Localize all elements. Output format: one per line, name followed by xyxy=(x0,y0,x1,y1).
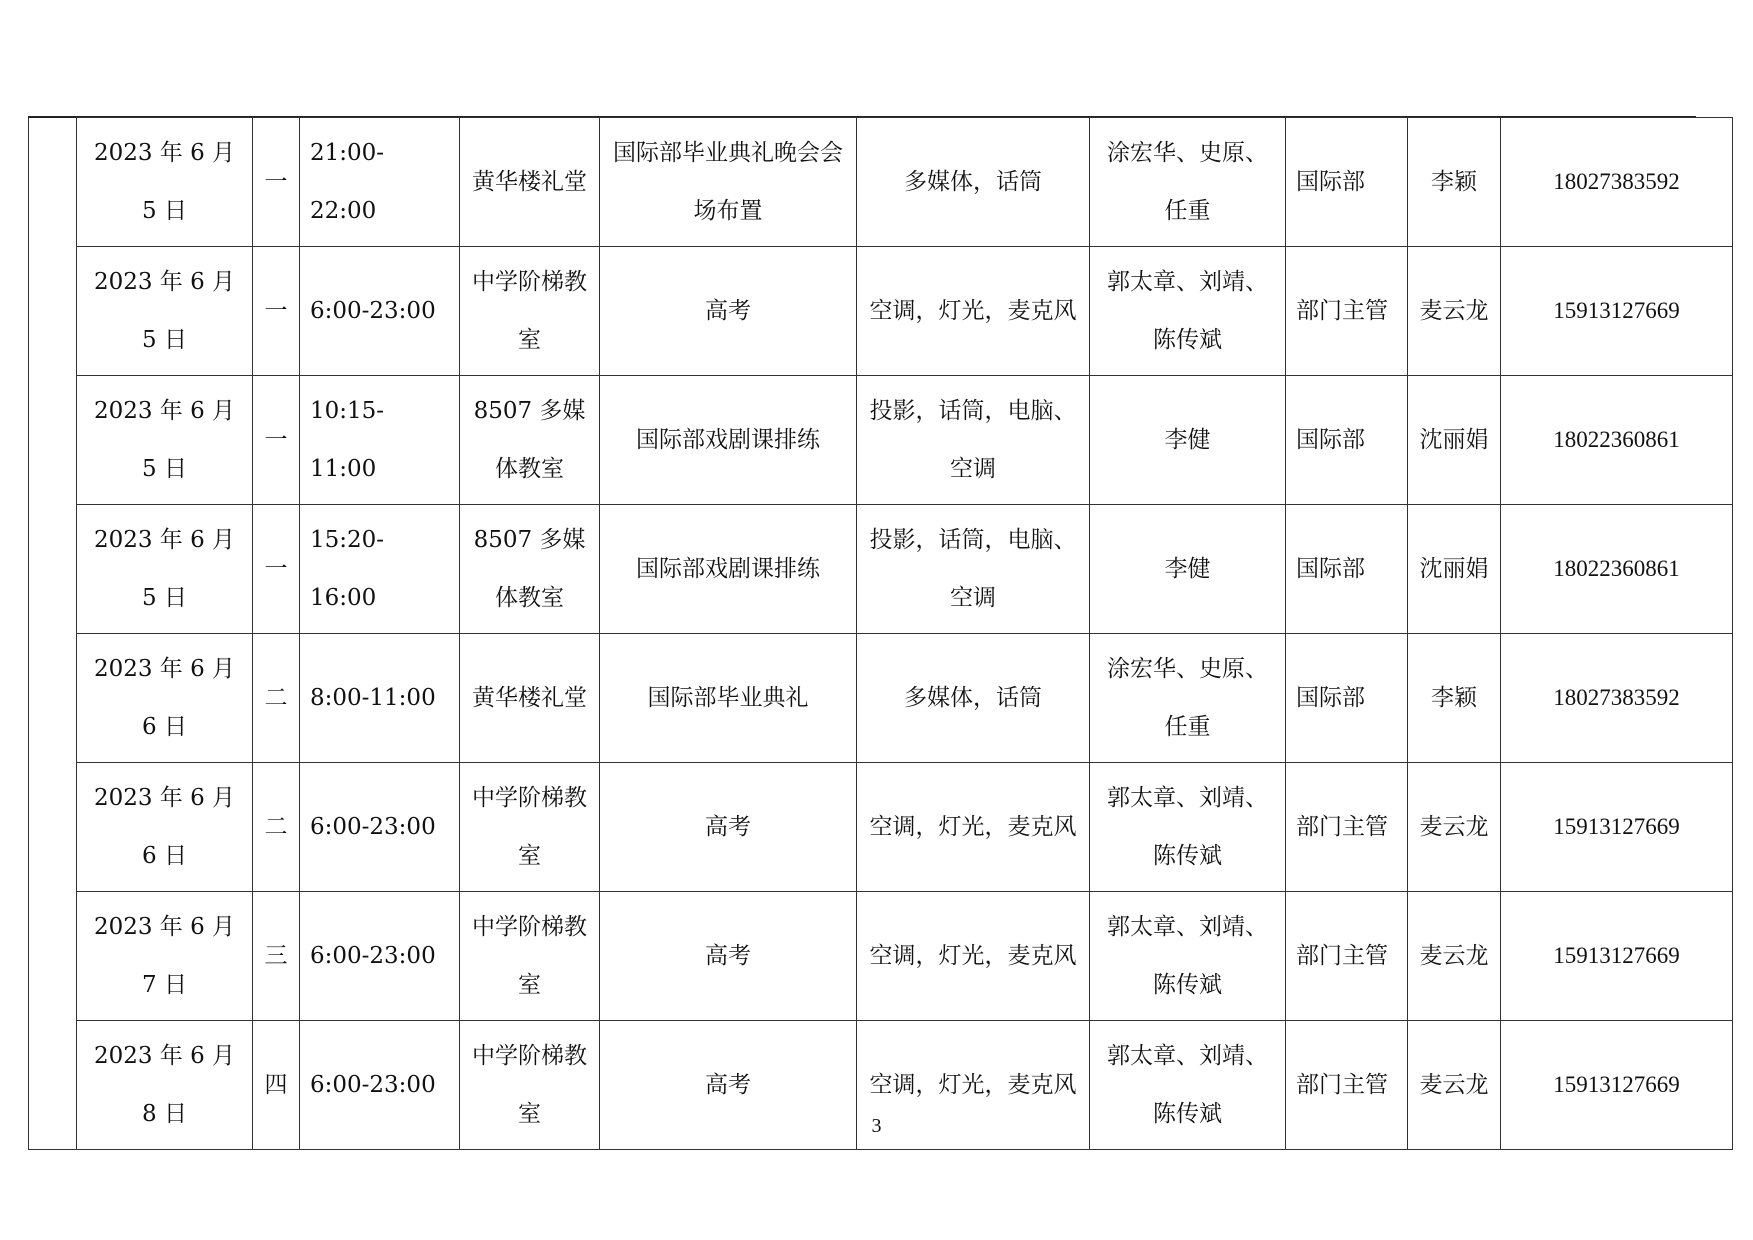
venue-cell: 中学阶梯教室 xyxy=(460,763,600,892)
equipment-cell: 多媒体，话筒 xyxy=(857,118,1090,247)
weekday-cell: 一 xyxy=(253,376,300,505)
venue-cell: 中学阶梯教室 xyxy=(460,247,600,376)
table-row xyxy=(29,634,1733,763)
date-cell: 2023 年 6 月 6 日 xyxy=(77,763,253,892)
table-row xyxy=(29,376,1733,505)
date-cell: 2023 年 6 月 5 日 xyxy=(77,247,253,376)
schedule-body xyxy=(29,118,1733,1150)
phone-cell: 18022360861 xyxy=(1501,376,1733,505)
venue-cell: 中学阶梯教室 xyxy=(460,1021,600,1150)
date-cell: 2023 年 6 月 8 日 xyxy=(77,1021,253,1150)
phone-cell: 18027383592 xyxy=(1501,118,1733,247)
event-cell: 国际部戏剧课排练 xyxy=(600,376,857,505)
staff-cell: 郭太章、刘靖、陈传斌 xyxy=(1090,247,1286,376)
time-cell: 15:20-16:00 xyxy=(300,505,460,634)
table-row xyxy=(29,892,1733,1021)
equipment-cell: 多媒体，话筒 xyxy=(857,634,1090,763)
contact-cell: 麦云龙 xyxy=(1408,763,1501,892)
date-cell: 2023 年 6 月 5 日 xyxy=(77,376,253,505)
event-cell: 国际部戏剧课排练 xyxy=(600,505,857,634)
time-cell: 10:15-11:00 xyxy=(300,376,460,505)
department-cell: 部门主管 xyxy=(1286,892,1408,1021)
event-cell: 高考 xyxy=(600,892,857,1021)
weekday-cell: 一 xyxy=(253,118,300,247)
department-cell: 国际部 xyxy=(1286,118,1408,247)
schedule-table xyxy=(28,117,1733,1150)
event-cell: 高考 xyxy=(600,1021,857,1150)
date-cell: 2023 年 6 月 7 日 xyxy=(77,892,253,1021)
event-cell: 国际部毕业典礼晚会会场布置 xyxy=(600,118,857,247)
equipment-cell: 空调，灯光，麦克风 xyxy=(857,247,1090,376)
phone-cell: 15913127669 xyxy=(1501,892,1733,1021)
time-cell: 6:00-23:00 xyxy=(300,1021,460,1150)
table-row xyxy=(29,505,1733,634)
event-cell: 高考 xyxy=(600,763,857,892)
department-cell: 国际部 xyxy=(1286,634,1408,763)
staff-cell: 郭太章、刘靖、陈传斌 xyxy=(1090,1021,1286,1150)
date-cell: 2023 年 6 月 6 日 xyxy=(77,634,253,763)
event-cell: 高考 xyxy=(600,247,857,376)
equipment-cell: 投影，话筒，电脑、空调 xyxy=(857,376,1090,505)
left-margin-cell xyxy=(29,118,77,1150)
venue-cell: 黄华楼礼堂 xyxy=(460,634,600,763)
weekday-cell: 一 xyxy=(253,247,300,376)
staff-cell: 李健 xyxy=(1090,376,1286,505)
venue-cell: 8507 多媒体教室 xyxy=(460,376,600,505)
weekday-cell: 二 xyxy=(253,634,300,763)
contact-cell: 麦云龙 xyxy=(1408,247,1501,376)
equipment-cell: 空调，灯光，麦克风 xyxy=(857,763,1090,892)
page-number: 3 xyxy=(871,1115,882,1137)
department-cell: 国际部 xyxy=(1286,376,1408,505)
time-cell: 21:00-22:00 xyxy=(300,118,460,247)
weekday-cell: 一 xyxy=(253,505,300,634)
staff-cell: 李健 xyxy=(1090,505,1286,634)
staff-cell: 涂宏华、史原、任重 xyxy=(1090,634,1286,763)
weekday-cell: 四 xyxy=(253,1021,300,1150)
department-cell: 部门主管 xyxy=(1286,1021,1408,1150)
contact-cell: 沈丽娟 xyxy=(1408,376,1501,505)
equipment-cell: 投影，话筒，电脑、空调 xyxy=(857,505,1090,634)
department-cell: 部门主管 xyxy=(1286,247,1408,376)
department-cell: 国际部 xyxy=(1286,505,1408,634)
phone-cell: 18022360861 xyxy=(1501,505,1733,634)
table-row xyxy=(29,247,1733,376)
time-cell: 6:00-23:00 xyxy=(300,892,460,1021)
staff-cell: 涂宏华、史原、任重 xyxy=(1090,118,1286,247)
time-cell: 6:00-23:00 xyxy=(300,247,460,376)
weekday-cell: 二 xyxy=(253,763,300,892)
date-cell: 2023 年 6 月 5 日 xyxy=(77,118,253,247)
equipment-cell: 空调，灯光，麦克风 xyxy=(857,1021,1090,1150)
venue-cell: 8507 多媒体教室 xyxy=(460,505,600,634)
equipment-cell: 空调，灯光，麦克风 xyxy=(857,892,1090,1021)
table-row xyxy=(29,763,1733,892)
staff-cell: 郭太章、刘靖、陈传斌 xyxy=(1090,763,1286,892)
phone-cell: 15913127669 xyxy=(1501,763,1733,892)
venue-cell: 黄华楼礼堂 xyxy=(460,118,600,247)
phone-cell: 15913127669 xyxy=(1501,1021,1733,1150)
phone-cell: 18027383592 xyxy=(1501,634,1733,763)
time-cell: 8:00-11:00 xyxy=(300,634,460,763)
contact-cell: 李颖 xyxy=(1408,634,1501,763)
venue-cell: 中学阶梯教室 xyxy=(460,892,600,1021)
department-cell: 部门主管 xyxy=(1286,763,1408,892)
contact-cell: 沈丽娟 xyxy=(1408,505,1501,634)
event-cell: 国际部毕业典礼 xyxy=(600,634,857,763)
staff-cell: 郭太章、刘靖、陈传斌 xyxy=(1090,892,1286,1021)
weekday-cell: 三 xyxy=(253,892,300,1021)
contact-cell: 麦云龙 xyxy=(1408,1021,1501,1150)
time-cell: 6:00-23:00 xyxy=(300,763,460,892)
contact-cell: 麦云龙 xyxy=(1408,892,1501,1021)
table-row xyxy=(29,118,1733,247)
date-cell: 2023 年 6 月 5 日 xyxy=(77,505,253,634)
contact-cell: 李颖 xyxy=(1408,118,1501,247)
phone-cell: 15913127669 xyxy=(1501,247,1733,376)
